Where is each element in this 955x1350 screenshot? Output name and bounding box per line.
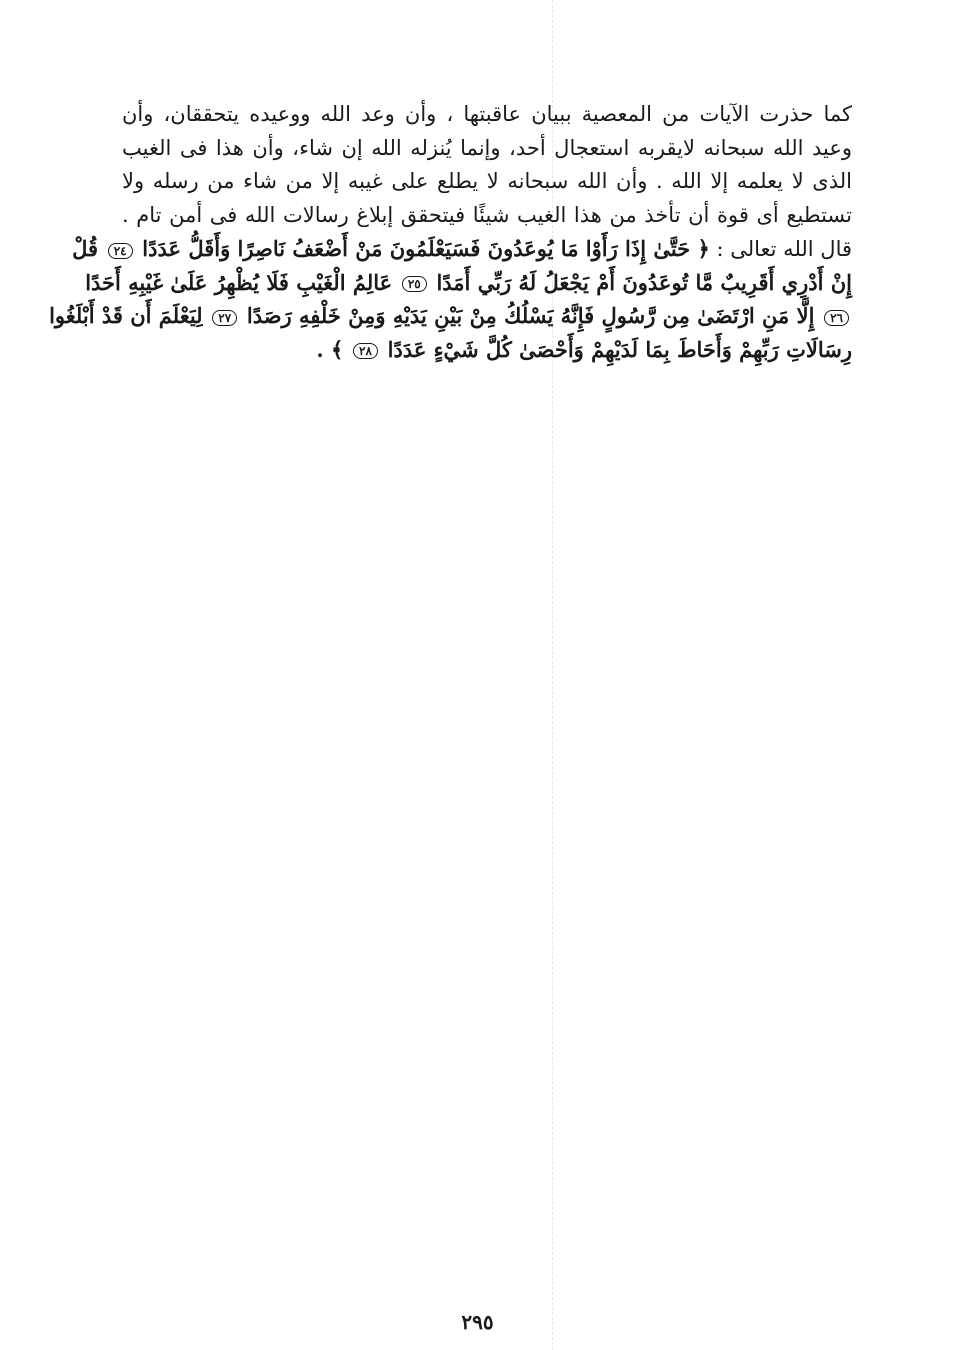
- quote-line-1: [72, 232, 852, 266]
- body-text: [49, 98, 852, 366]
- quote-line-2: [85, 266, 852, 300]
- page-number: ٢٩٥: [461, 1310, 494, 1334]
- paragraph-line-2: وعيد الله سبحانه لايقربه استعجال أحد، وإنما يُنزله الله إن شاء، وأن هذا فى الغيب: [122, 135, 852, 160]
- quote-intro: قال الله تعالى :: [716, 237, 852, 261]
- verse-number-marker: ٢٤: [108, 243, 133, 259]
- verse-text: رِسَالَاتِ رَبِّهِمْ وَأَحَاطَ بِمَا لَدَيْهِمْ وَأَحْصَىٰ كُلَّ شَيْءٍ عَدَدًا: [387, 336, 852, 362]
- verse-text: عَالِمُ الْغَيْبِ فَلَا يُظْهِرُ عَلَىٰ غَيْبِهِ أَحَدًا: [85, 269, 393, 295]
- verse-text: إِنْ أَدْرِي أَقَرِيبٌ مَّا تُوعَدُونَ أَمْ يَجْعَلُ لَهُ رَبِّي أَمَدًا: [436, 269, 852, 295]
- verse-number-marker: ٢٥: [402, 276, 427, 292]
- paragraph-line-1: كما حذرت الآيات من المعصية ببيان عاقبتها ، وأن وعد الله ووعيده يتحققان، وأن: [122, 102, 852, 126]
- quote-line-4: [122, 333, 852, 367]
- verse-text: ﴿ حَتَّىٰ إِذَا رَأَوْا مَا يُوعَدُونَ فَسَيَعْلَمُونَ مَنْ أَضْعَفُ نَاصِرًا وَأَقَلُّ عَدَدًا: [142, 236, 710, 261]
- paragraph-line-4: تستطيع أى قوة أن تأخذ من هذا الغيب شيئًا فيتحقق إبلاغ رسالات الله فى أمن تام .: [122, 202, 852, 227]
- verse-text: ﴾ .: [316, 336, 344, 362]
- verse-text: قُلْ: [72, 236, 99, 261]
- quote-line-3: [49, 299, 852, 333]
- verse-number-marker: ٢٦: [824, 310, 849, 326]
- verse-number-marker: ٢٧: [212, 310, 237, 326]
- paragraph-line-3: الذى لا يعلمه إلا الله . وأن الله سبحانه لا يطلع على غيبه إلا من شاء من رسله ولا: [122, 169, 852, 193]
- verse-number-marker: ٢٨: [353, 343, 378, 359]
- verse-text: لِيَعْلَمَ أَن قَدْ أَبْلَغُوا: [49, 303, 203, 328]
- verse-text: إِلَّا مَنِ ارْتَضَىٰ مِن رَّسُولٍ فَإِنَّهُ يَسْلُكُ مِنْ بَيْنِ يَدَيْهِ وَمِنْ خَلْفِهِ رَصَدًا: [246, 303, 815, 328]
